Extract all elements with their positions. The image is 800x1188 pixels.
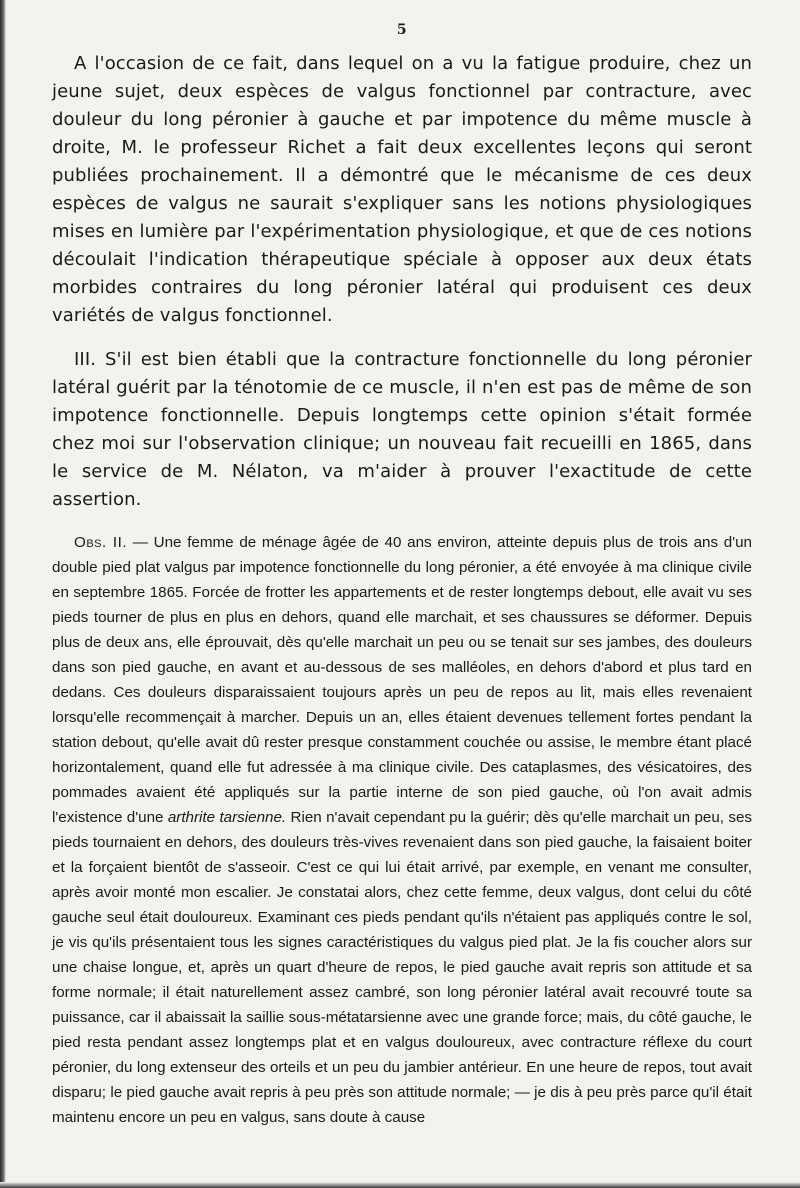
scan-edge-left <box>0 0 6 1188</box>
observation-text-part2: Rien n'avait cependant pu la guérir; dès qu'elle marchait un peu, ses pieds tournaient en dehors, des douleurs très-vives revenaient dans son pied gauche, la faisaient boiter et la forçaient bientôt de s'asseoir. C'est ce qui lui était arrivé, par exemple, en venant me consulter, après avoir monté mon escalier. Je constatai alors, chez cette femme, deux valgus, dont celui du côté gauche seul était douloureux. Examinant ces pieds pendant qu'ils n'étaient pas appliqués contre le sol, je vis qu'ils présentaient tous les signes caractéristiques du valgus pied plat. Je la fis coucher alors sur une chaise longue, et, après un quart d'heure de repos, le pied gauche avait repris son attitude et sa forme normale; il était naturellement assez cambré, son long péronier latéral avait recouvré toute sa puissance, car il abaissait la saillie sous-métatarsienne avec une grande force; mais, du côté gauche, le pied resta pendant assez longtemps plat et en valgus douloureux, avec contracture réflexe du court péronier, du long extenseur des orteils et un peu du jambier antérieur. En une heure de repos, tout avait disparu; le pied gauche avait repris à peu près son attitude normale; — je dis à peu près parce qu'il était maintenu encore un peu en valgus, sans doute à cause <box>52 809 752 1126</box>
observation-text-part1: — Une femme de ménage âgée de 40 ans environ, atteinte depuis plus de trois ans d'un double pied plat valgus par impotence fonctionnelle du long péronier, a été envoyée à ma clinique civile en septembre 1865. Forcée de frotter les appartements et de rester longtemps debout, elle avait vu ses pieds tourner de plus en plus en dehors, quand elle marchait, et ses chaussures se déformer. Depuis plus de deux ans, elle éprouvait, dès qu'elle marchait un peu ou se tenait sur ses jambes, des douleurs dans son pied gauche, en avant et au-dessous de ses malléoles, en dehors d'abord et plus tard en dedans. Ces douleurs disparaissaient toujours après un peu de repos au lit, mais elles revenaient lorsqu'elle recommençait à marcher. Depuis un an, elles étaient devenues tellement fortes pendant la station debout, qu'elle avait dû rester presque constamment couchée ou assise, le membre étant placé horizontalement, quand elle fut adressée à ma clinique civile. Des cataplasmes, des vésicatoires, des pommades avaient été appliqués sur la partie interne de son pied gauche, où l'on avait admis l'existence d'une <box>52 534 752 826</box>
paragraph-richet-lessons: A l'occasion de ce fait, dans lequel on a vu la fatigue produire, chez un jeune sujet, deux espèces de valgus fonctionnel par contracture, avec douleur du long péronier à gauche et par impotence du même muscle à droite, M. le professeur Richet a fait deux excellentes leçons qui seront publiées prochainement. Il a démontré que le mécanisme de ces deux espèces de valgus ne saurait s'expliquer sans les notions physiologiques mises en lumière par l'expérimentation physiologique, et que de ces notions découlait l'indication thérapeutique spéciale à opposer aux deux états morbides contraires du long péronier latéral qui produisent ces deux variétés de valgus fonctionnel. <box>52 53 752 326</box>
paragraph-section-iii: III. S'il est bien établi que la contracture fonctionnelle du long péronier latéral guérit par la ténotomie de ce muscle, il n'en est pas de même de son impotence fonctionnelle. Depuis longtemps cette opinion s'était formée chez moi sur l'observation clinique; un nouveau fait recueilli en 1865, dans le service de M. Nélaton, va m'aider à prouver l'exactitude de cette assertion. <box>52 349 752 510</box>
scan-edge-bottom <box>0 1182 800 1188</box>
page-number: 5 <box>396 22 408 38</box>
observation-ii <box>52 530 752 1130</box>
observation-label: Obs. II. <box>74 534 128 551</box>
observation-italic-term: arthrite tarsienne. <box>167 809 287 826</box>
page-content <box>52 22 752 1130</box>
